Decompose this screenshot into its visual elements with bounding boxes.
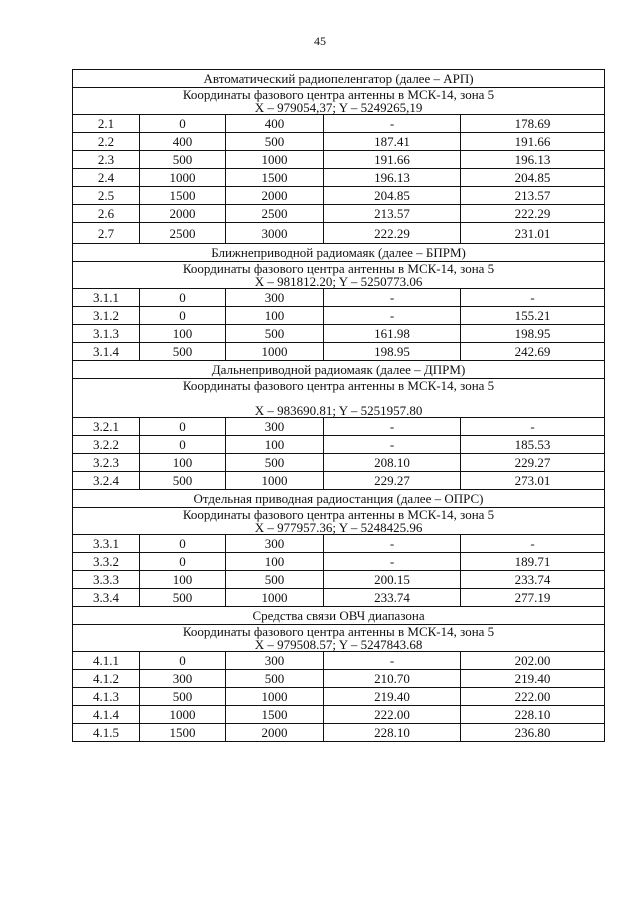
- cell-height-start: 208.10: [324, 454, 461, 472]
- cell-to: 500: [226, 670, 324, 688]
- coords-caption: Координаты фазового центра антенны в МСК-14, зона 5: [182, 261, 495, 276]
- cell-from: 0: [140, 307, 226, 325]
- table-row: [73, 535, 605, 553]
- cell-to: 2000: [226, 187, 324, 205]
- cell-height-end: 222.00: [461, 688, 605, 706]
- cell-number: 3.2.2: [73, 436, 140, 454]
- cell-height-start: 222.29: [324, 223, 461, 244]
- coords-caption: Координаты фазового центра антенны в МСК-14, зона 5: [182, 507, 495, 522]
- cell-height-end: 233.74: [461, 571, 605, 589]
- cell-height-start: -: [324, 115, 461, 133]
- cell-from: 500: [140, 151, 226, 169]
- table-row: [73, 343, 605, 361]
- cell-from: 0: [140, 553, 226, 571]
- cell-number: 4.1.5: [73, 724, 140, 742]
- cell-height-start: 229.27: [324, 472, 461, 490]
- cell-number: 4.1.3: [73, 688, 140, 706]
- cell-to: 1500: [226, 169, 324, 187]
- cell-to: 2000: [226, 724, 324, 742]
- cell-height-end: 191.66: [461, 133, 605, 151]
- cell-to: 1000: [226, 343, 324, 361]
- cell-number: 2.4: [73, 169, 140, 187]
- cell-height-end: -: [461, 535, 605, 553]
- cell-height-start: 213.57: [324, 205, 461, 223]
- table-row: [73, 652, 605, 670]
- cell-height-start: 191.66: [324, 151, 461, 169]
- antenna-coordinates: [73, 508, 605, 535]
- cell-from: 2000: [140, 205, 226, 223]
- table-row: [73, 418, 605, 436]
- antenna-coordinates: [73, 88, 605, 115]
- cell-to: 400: [226, 115, 324, 133]
- cell-height-start: 196.13: [324, 169, 461, 187]
- coords-caption: Координаты фазового центра антенны в МСК-14, зона 5: [182, 624, 495, 639]
- cell-height-end: 219.40: [461, 670, 605, 688]
- cell-number: 3.1.3: [73, 325, 140, 343]
- cell-height-end: 231.01: [461, 223, 605, 244]
- table-row: [73, 151, 605, 169]
- cell-to: 3000: [226, 223, 324, 244]
- cell-to: 1000: [226, 472, 324, 490]
- cell-height-end: 189.71: [461, 553, 605, 571]
- cell-number: 3.3.3: [73, 571, 140, 589]
- cell-height-end: 236.80: [461, 724, 605, 742]
- cell-number: 3.1.4: [73, 343, 140, 361]
- cell-from: 0: [140, 418, 226, 436]
- cell-from: 300: [140, 670, 226, 688]
- cell-number: 2.6: [73, 205, 140, 223]
- cell-height-end: 204.85: [461, 169, 605, 187]
- cell-number: 2.7: [73, 223, 140, 244]
- table-row: [73, 571, 605, 589]
- table-row: [73, 706, 605, 724]
- cell-from: 0: [140, 115, 226, 133]
- cell-from: 500: [140, 688, 226, 706]
- cell-number: 3.1.1: [73, 289, 140, 307]
- cell-number: 3.1.2: [73, 307, 140, 325]
- cell-to: 100: [226, 436, 324, 454]
- cell-to: 100: [226, 307, 324, 325]
- cell-from: 500: [140, 589, 226, 607]
- cell-number: 4.1.4: [73, 706, 140, 724]
- antenna-coordinates: [73, 262, 605, 289]
- cell-height-end: 229.27: [461, 454, 605, 472]
- cell-from: 0: [140, 535, 226, 553]
- cell-from: 0: [140, 436, 226, 454]
- antenna-coordinates: [73, 379, 605, 418]
- cell-height-end: -: [461, 418, 605, 436]
- cell-height-start: 204.85: [324, 187, 461, 205]
- table-row: [73, 115, 605, 133]
- cell-height-start: -: [324, 436, 461, 454]
- table-row: [73, 307, 605, 325]
- cell-height-start: -: [324, 553, 461, 571]
- table-row: [73, 223, 605, 244]
- cell-height-start: 219.40: [324, 688, 461, 706]
- cell-height-end: 242.69: [461, 343, 605, 361]
- cell-from: 0: [140, 289, 226, 307]
- coords-caption: Координаты фазового центра антенны в МСК-14, зона 5: [182, 87, 495, 102]
- table-row: [73, 289, 605, 307]
- coords-values: X – 979054,37; Y – 5249265,19: [254, 100, 423, 115]
- coords-caption: Координаты фазового центра антенны в МСК-14, зона 5: [182, 378, 495, 393]
- cell-to: 1000: [226, 589, 324, 607]
- cell-number: 2.1: [73, 115, 140, 133]
- cell-to: 500: [226, 133, 324, 151]
- coords-values: X – 981812.20; Y – 5250773.06: [254, 274, 423, 289]
- cell-number: 4.1.1: [73, 652, 140, 670]
- table-row: [73, 325, 605, 343]
- cell-from: 100: [140, 571, 226, 589]
- coords-row: [73, 262, 605, 289]
- section-title: Средства связи ОВЧ диапазона: [73, 607, 605, 625]
- cell-to: 500: [226, 571, 324, 589]
- coords-values: X – 979508.57; Y – 5247843.68: [254, 637, 423, 652]
- table-row: [73, 169, 605, 187]
- cell-to: 500: [226, 325, 324, 343]
- cell-number: 2.3: [73, 151, 140, 169]
- cell-height-start: 233.74: [324, 589, 461, 607]
- section-title: Дальнеприводной радиомаяк (далее – ДПРМ): [73, 361, 605, 379]
- cell-height-end: 196.13: [461, 151, 605, 169]
- cell-to: 500: [226, 454, 324, 472]
- cell-height-start: -: [324, 418, 461, 436]
- section-title: Отдельная приводная радиостанция (далее – ОПРС): [73, 490, 605, 508]
- cell-to: 1000: [226, 151, 324, 169]
- section-title: Автоматический радиопеленгатор (далее – АРП): [73, 70, 605, 88]
- cell-from: 500: [140, 343, 226, 361]
- cell-number: 3.2.1: [73, 418, 140, 436]
- cell-height-start: 200.15: [324, 571, 461, 589]
- section-header-row: [73, 244, 605, 262]
- cell-to: 2500: [226, 205, 324, 223]
- page-number: 45: [314, 34, 326, 48]
- cell-height-end: 185.53: [461, 436, 605, 454]
- table-row: [73, 724, 605, 742]
- cell-height-end: 198.95: [461, 325, 605, 343]
- cell-height-start: -: [324, 289, 461, 307]
- cell-from: 100: [140, 325, 226, 343]
- cell-number: 2.5: [73, 187, 140, 205]
- cell-height-end: 277.19: [461, 589, 605, 607]
- coords-values: X – 983690.81; Y – 5251957.80: [254, 403, 423, 418]
- cell-height-end: 178.69: [461, 115, 605, 133]
- cell-to: 300: [226, 535, 324, 553]
- cell-height-start: 228.10: [324, 724, 461, 742]
- section-title: Ближнеприводной радиомаяк (далее – БПРМ): [73, 244, 605, 262]
- coords-row: [73, 508, 605, 535]
- cell-from: 2500: [140, 223, 226, 244]
- cell-to: 100: [226, 553, 324, 571]
- cell-from: 400: [140, 133, 226, 151]
- antenna-coordinates: [73, 625, 605, 652]
- coords-row: [73, 88, 605, 115]
- cell-height-start: 198.95: [324, 343, 461, 361]
- cell-from: 1000: [140, 169, 226, 187]
- cell-number: 3.3.2: [73, 553, 140, 571]
- cell-height-start: 210.70: [324, 670, 461, 688]
- cell-height-start: -: [324, 652, 461, 670]
- cell-from: 100: [140, 454, 226, 472]
- section-header-row: [73, 361, 605, 379]
- cell-height-start: -: [324, 307, 461, 325]
- cell-height-end: 273.01: [461, 472, 605, 490]
- cell-from: 1500: [140, 187, 226, 205]
- cell-from: 1500: [140, 724, 226, 742]
- table-row: [73, 589, 605, 607]
- cell-height-start: 187.41: [324, 133, 461, 151]
- cell-height-end: 155.21: [461, 307, 605, 325]
- table-row: [73, 553, 605, 571]
- cell-to: 1000: [226, 688, 324, 706]
- cell-height-end: 222.29: [461, 205, 605, 223]
- cell-to: 300: [226, 652, 324, 670]
- table-row: [73, 187, 605, 205]
- cell-to: 300: [226, 418, 324, 436]
- cell-to: 1500: [226, 706, 324, 724]
- cell-from: 0: [140, 652, 226, 670]
- cell-from: 1000: [140, 706, 226, 724]
- table-row: [73, 472, 605, 490]
- cell-from: 500: [140, 472, 226, 490]
- cell-height-end: 213.57: [461, 187, 605, 205]
- table-row: [73, 454, 605, 472]
- table-row: [73, 205, 605, 223]
- table-row: [73, 670, 605, 688]
- cell-height-end: 228.10: [461, 706, 605, 724]
- cell-height-start: 161.98: [324, 325, 461, 343]
- coords-values: X – 977957.36; Y – 5248425.96: [254, 520, 423, 535]
- cell-height-start: 222.00: [324, 706, 461, 724]
- cell-height-end: 202.00: [461, 652, 605, 670]
- cell-number: 2.2: [73, 133, 140, 151]
- restriction-table: [72, 69, 605, 742]
- table-row: [73, 133, 605, 151]
- coords-row: [73, 379, 605, 418]
- cell-number: 3.3.4: [73, 589, 140, 607]
- section-header-row: [73, 490, 605, 508]
- table-row: [73, 688, 605, 706]
- cell-number: 3.3.1: [73, 535, 140, 553]
- cell-height-start: -: [324, 535, 461, 553]
- section-header-row: [73, 70, 605, 88]
- cell-number: 4.1.2: [73, 670, 140, 688]
- table-row: [73, 436, 605, 454]
- section-header-row: [73, 607, 605, 625]
- cell-height-end: -: [461, 289, 605, 307]
- cell-to: 300: [226, 289, 324, 307]
- coords-row: [73, 625, 605, 652]
- cell-number: 3.2.4: [73, 472, 140, 490]
- cell-number: 3.2.3: [73, 454, 140, 472]
